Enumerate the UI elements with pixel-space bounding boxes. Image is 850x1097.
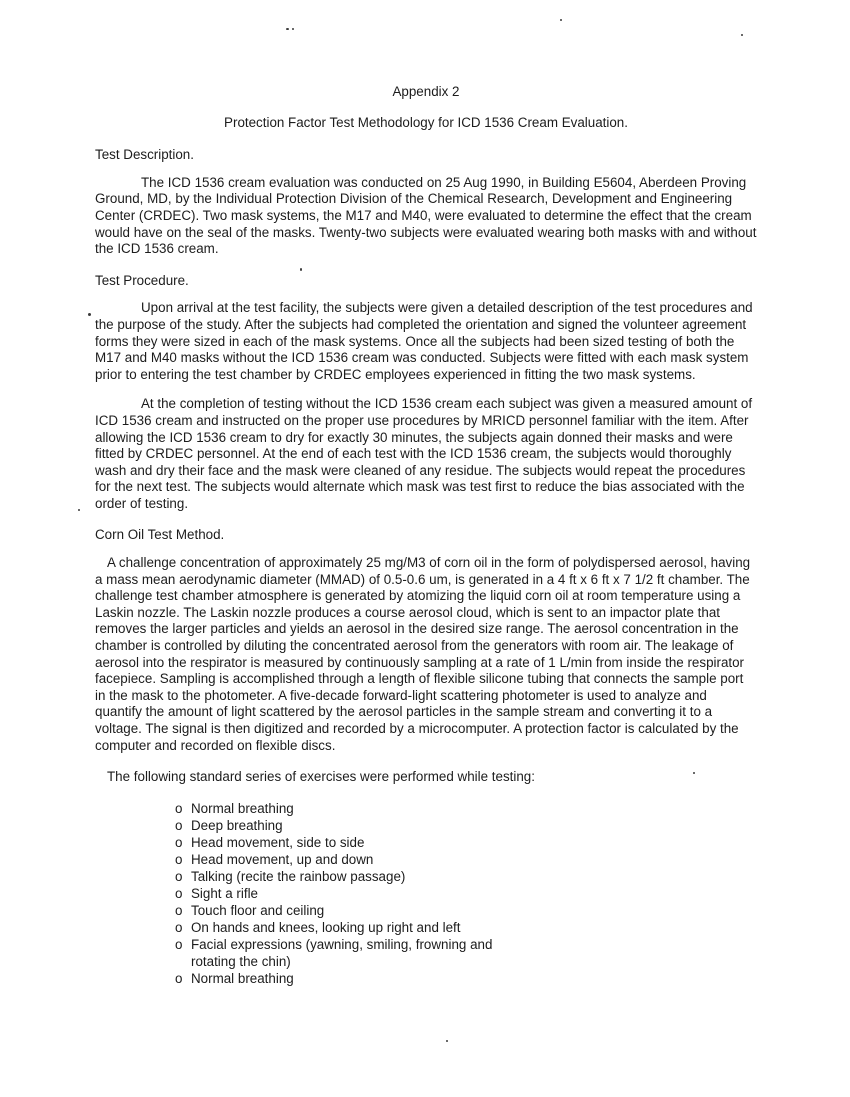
list-bullet: o	[175, 885, 183, 901]
section-heading-test-description: Test Description.	[95, 147, 194, 163]
list-item	[175, 970, 757, 987]
list-item-text: Normal breathing	[191, 800, 294, 816]
list-item-text: Head movement, up and down	[191, 851, 374, 867]
list-item-text: Normal breathing	[191, 970, 294, 986]
list-item	[175, 834, 757, 851]
scan-artifact	[741, 34, 743, 36]
list-item	[175, 851, 757, 868]
scan-artifact	[446, 1040, 448, 1042]
appendix-title: Appendix 2	[392, 84, 460, 99]
document-content	[95, 84, 757, 987]
scan-artifact	[292, 28, 294, 30]
list-bullet: o	[175, 868, 183, 884]
scan-artifact	[88, 313, 91, 316]
list-item-text: Sight a rifle	[191, 885, 258, 901]
paragraph: At the completion of testing without the ICD 1536 cream each subject was given a measured amount of ICD 1536 cream and instructed on the proper use procedures by MRICD personnel familiar with the item. After allowing the ICD 1536 cream to dry for exactly 30 minutes, the subjects again donned their masks and were fitted by CRDEC personnel. At the end of each test with the ICD 1536 cream, the subjects would thoroughly wash and dry their face and the mask were cleaned of any residue. The subjects would repeat the procedures for the next test. The subjects would alternate which mask was test first to reduce the bias associated with the order of testing.	[95, 396, 753, 511]
list-item-text: On hands and knees, looking up right and left	[191, 919, 461, 935]
section-heading-test-procedure: Test Procedure.	[95, 272, 189, 288]
list-item	[175, 817, 757, 834]
scan-artifact	[78, 509, 80, 511]
list-item	[175, 936, 757, 970]
list-item-text: Head movement, side to side	[191, 834, 365, 850]
list-item	[175, 885, 757, 902]
list-item-text: Touch floor and ceiling	[191, 902, 325, 918]
list-bullet: o	[175, 834, 183, 850]
paragraph: A challenge concentration of approximately 25 mg/M3 of corn oil in the form of polydispersed aerosol, having a mass mean aerodynamic diameter (MMAD) of 0.5-0.6 um, is generated in a 4 ft x 6 ft x 7 1/2 ft chamber. The challenge test chamber atmosphere is generated by atomizing the liquid corn oil at room temperature using a Laskin nozzle. The Laskin nozzle produces a course aerosol cloud, which is sent to an impactor plate that removes the larger particles and yields an aerosol in the desired size range. The aerosol concentration in the chamber is controlled by diluting the concentrated aerosol from the generators with room air. The leakage of aerosol into the respirator is measured by continuously sampling at a rate of 1 L/min from inside the respirator facepiece. Sampling is accomplished through a length of flexible silicone tubing that connects the sample port in the mask to the photometer. A five-decade forward-light scattering photometer is used to analyze and quantify the amount of light scattered by the aerosol particles in the sample stream and converting it to a voltage. The signal is then digitized and recorded by a microcomputer. A protection factor is calculated by the computer and recorded on flexible discs.	[95, 555, 751, 753]
exercise-list-intro: The following standard series of exercises were performed while testing:	[107, 769, 535, 785]
scan-artifact	[560, 19, 562, 21]
list-item	[175, 868, 757, 885]
list-item	[175, 800, 757, 817]
list-item-text: Facial expressions (yawning, smiling, frowning and rotating the chin)	[191, 936, 493, 969]
document-subtitle: Protection Factor Test Methodology for ICD 1536 Cream Evaluation.	[224, 114, 628, 130]
list-item	[175, 902, 757, 919]
list-bullet: o	[175, 970, 183, 986]
exercise-list	[175, 800, 757, 987]
list-bullet: o	[175, 936, 183, 952]
paragraph: Upon arrival at the test facility, the subjects were given a detailed description of the test procedures and the purpose of the study. After the subjects had completed the orientation and signed the volunteer agreement forms they were sized in each of the mask systems. Once all the subjects had been sized testing of both the M17 and M40 masks without the ICD 1536 cream was conducted. Subjects were fitted with each mask system prior to entering the test chamber by CRDEC employees experienced in fitting the two mask systems.	[95, 300, 753, 382]
list-bullet: o	[175, 851, 183, 867]
list-bullet: o	[175, 800, 183, 816]
list-item-text: Talking (recite the rainbow passage)	[191, 868, 406, 884]
list-bullet: o	[175, 817, 183, 833]
paragraph: The ICD 1536 cream evaluation was conducted on 25 Aug 1990, in Building E5604, Aberdeen Proving Ground, MD, by the Individual Protection Division of the Chemical Research, Development and Engineering Center (CRDEC). Two mask systems, the M17 and M40, were evaluated to determine the effect that the cream would have on the seal of the masks. Twenty-two subjects were evaluated wearing both masks with and without the ICD 1536 cream.	[95, 174, 757, 257]
scan-artifact	[286, 28, 289, 30]
list-bullet: o	[175, 919, 183, 935]
section-heading-corn-oil-test-method: Corn Oil Test Method.	[95, 527, 225, 543]
list-bullet: o	[175, 902, 183, 918]
list-item-text: Deep breathing	[191, 817, 283, 833]
list-item	[175, 919, 757, 936]
